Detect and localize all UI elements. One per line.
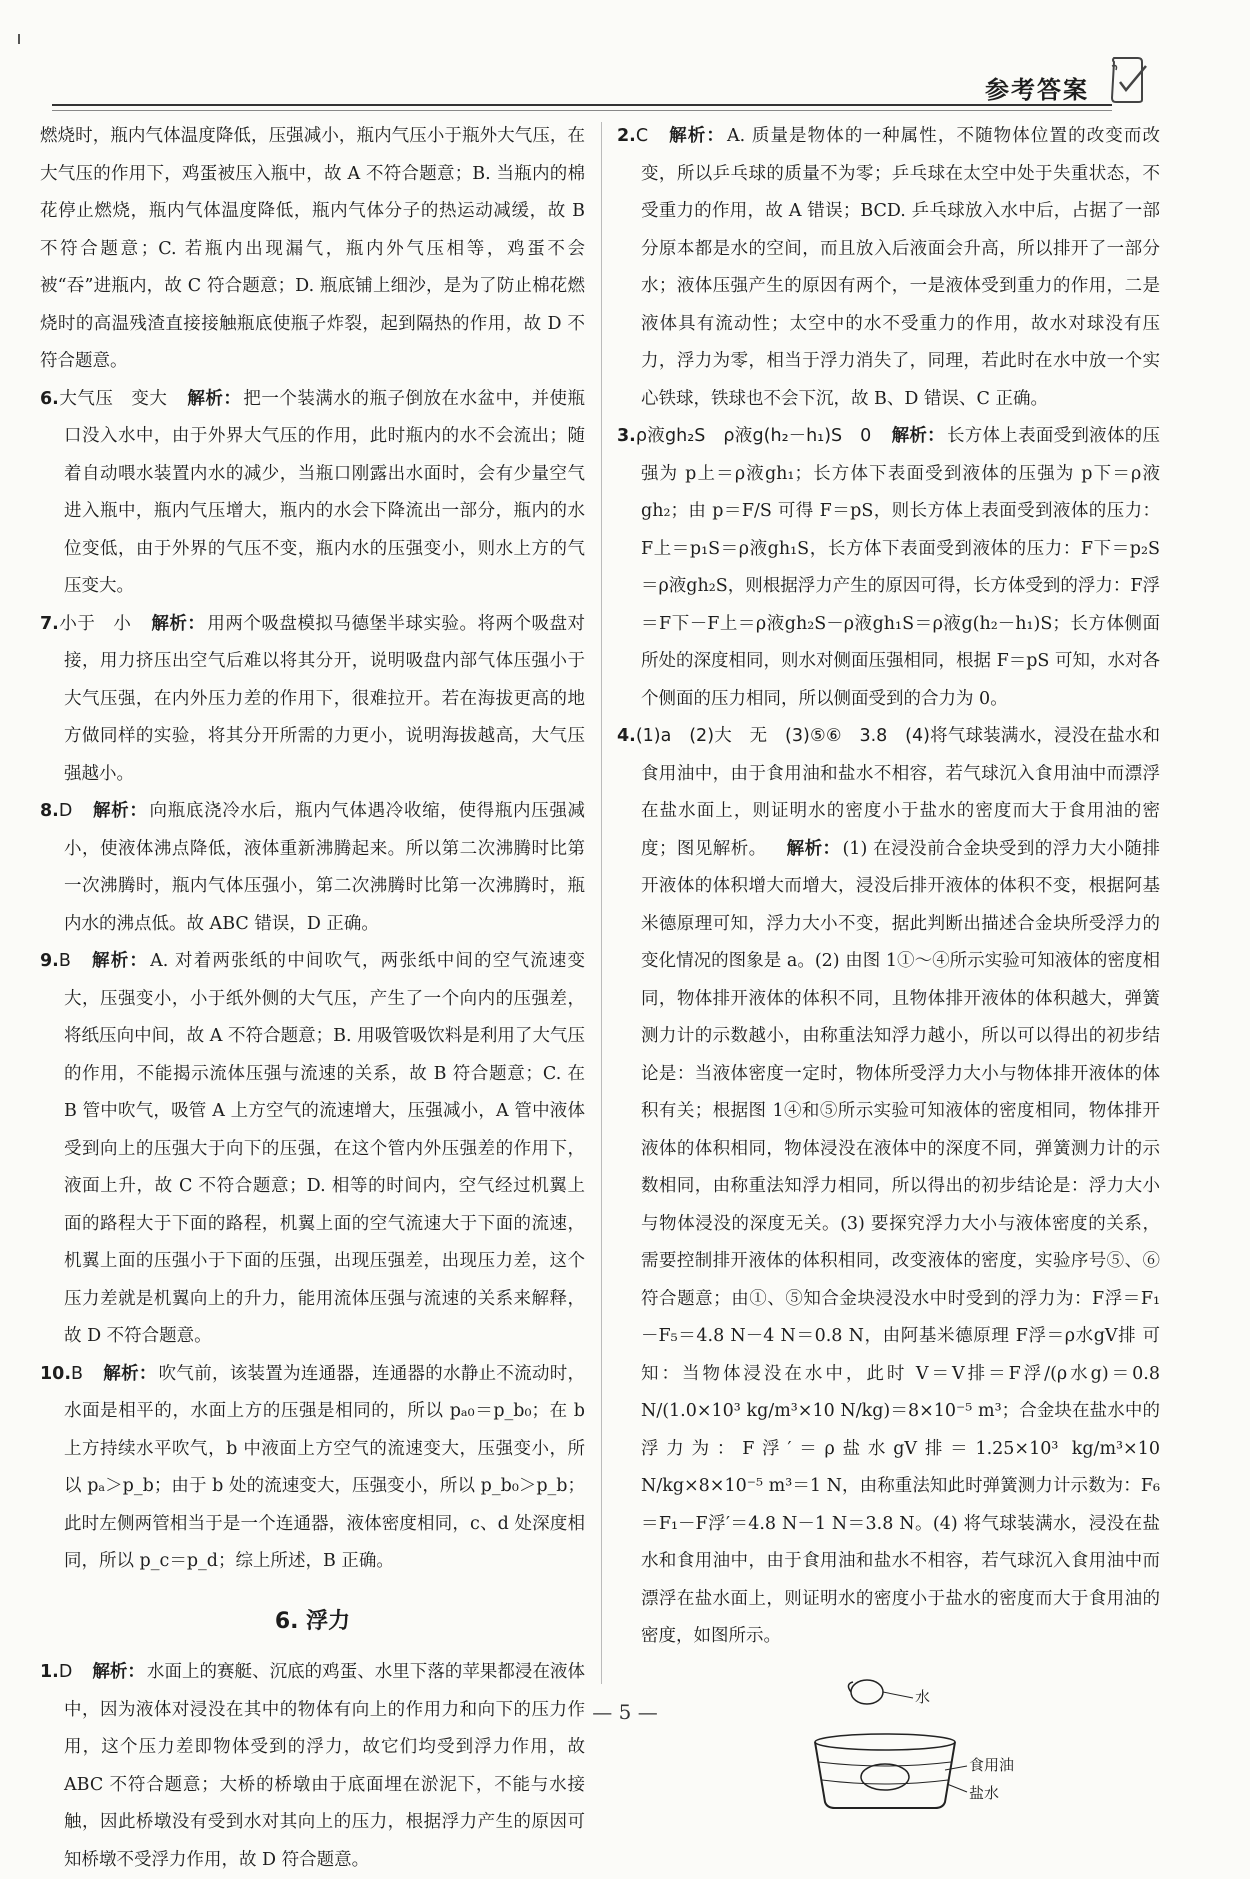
- item-answer: 大气压 变大: [58, 388, 168, 409]
- item-number: 4.: [617, 726, 636, 746]
- item-answer: D: [58, 1662, 73, 1682]
- header-rule-thin: [52, 110, 1112, 111]
- answer-item-6: [40, 381, 585, 606]
- analysis-text: 向瓶底浇冷水后，瓶内气体遇冷收缩，使得瓶内压强减小，使液体沸点降低，液体重新沸腾起来。所以第二次沸腾时比第一次沸腾时，瓶内气体压强小，第二次沸腾时比第一次沸腾时，瓶内水的沸点低。故 ABC 错误，D 正确。: [64, 801, 586, 934]
- analysis-text: 长方体上表面受到液体的压强为 p上＝ρ液gh₁；长方体下表面受到液体的压强为 p下＝ρ液gh₂；由 p＝F/S 可得 F＝pS，则长方体上表面受到液体的压力：F上＝p₁S＝ρ液gh₁S，长方体下表面受到液体的压力：F下＝p₂S＝ρ液gh₂S，则根据浮力产生的原因可得，长方体受到的浮力：F浮＝F下－F上＝ρ液gh₂S－ρ液gh₁S＝ρ液g(h₂－h₁)S；长方体侧面所处的深度相同，则水对侧面压强相同，根据 F＝pS 可知，水对各个侧面的压力相同，所以侧面受到的合力为 0。: [641, 426, 1161, 709]
- item-answer: (1)a (2)大 无 (3)⑤⑥ 3.8 (4)将气球装满水，浸没在盐水和食用油中，由于食用油和盐水不相容，若气球沉入食用油中而漂浮在盐水面上，则证明水的密度小于盐水的密度而大于食用油的密度；图见解析。: [635, 726, 1160, 859]
- analysis-label: 解析：: [786, 838, 841, 859]
- answer-item-8: [40, 793, 585, 943]
- item-answer: B: [58, 951, 71, 971]
- analysis-text: 吹气前，该装置为连通器，连通器的水静止不流动时，水面是相平的，水面上方的压强是相同的，所以 pₐ₀＝p_b₀；在 b 上方持续水平吹气，b 中液面上方空气的流速变大，压强变小，所以 pₐ＞p_b；由于 b 处的流速变大，压强变小，所以 p_b₀＞p_b；此时左侧两管相当于是一个连通器，液体密度相同，c、d 处深度相同，所以 p_c＝p_d；综上所述，B 正确。: [64, 1363, 586, 1571]
- analysis-label: 解析：: [151, 613, 206, 634]
- notepad-check-icon: [1108, 56, 1150, 104]
- analysis-text: A. 对着两张纸的中间吹气，两张纸中间的空气流速变大，压强变小，小于纸外侧的大气压，产生了一个向内的压强差，将纸压向中间，故 A 不符合题意；B. 用吸管吸饮料是利用了大气压的作用，不能揭示流体压强与流速的关系，故 B 符合题意；C. 在 B 管中吹气，吸管 A 上方空气的流速增大，压强减小，A 管中液体受到向上的压强大于向下的压强，在这个管内外压强差的作用下，液面上升，故 C 不符合题意；D. 相等的时间内，空气经过机翼上面的路程大于下面的路程，机翼上面的空气流速大于下面的流速，机翼上面的压强小于下面的压强，出现压强差，出现压力差，这个压力差就是机翼向上的升力，能用流体压强与流速的关系来解释，故 D 不符合题意。: [64, 951, 586, 1346]
- column-divider: [601, 122, 602, 1684]
- item-answer: ρ液gh₂S ρ液g(h₂－h₁)S 0: [635, 426, 872, 446]
- balloon-in-oil-and-brine-figure: [795, 1662, 1015, 1812]
- item-number: 7.: [40, 613, 59, 634]
- analysis-text: 水面上的赛艇、沉底的鸡蛋、水里下落的苹果都浸在液体中，因为液体对浸没在其中的物体有向上的作用力和向下的压力作用，这个压力差即物体受到的浮力，故它们均受到浮力作用，故 ABC 不符合题意；大桥的桥墩由于底面埋在淤泥下，不能与水接触，因此桥墩没有受到水对其向上的压力，根据浮力产生的原因可知桥墩不受浮力作用，故 D 符合题意。: [64, 1662, 586, 1870]
- analysis-text: A. 质量是物体的一种属性，不随物体位置的改变而改变，所以乒乓球的质量不为零；乒乓球在太空中处于失重状态，不受重力的作用，故 A 错误；BCD. 乒乓球放入水中后，占据了一部分原本都是水的空间，而且放入后液面会升高，所以排开了一部分水；液体压强产生的原因有两个，一是液体受到重力的作用，二是液体具有流动性；太空中的水不受重力的作用，故水对球没有压力，浮力为零，相当于浮力消失了，同理，若此时在水中放一个实心铁球，铁球也不会下沉，故 B、D 错误、C 正确。: [641, 126, 1161, 409]
- header-title: 参考答案: [985, 76, 1089, 104]
- analysis-label: 解析：: [90, 951, 149, 971]
- answer-item-4: [617, 718, 1160, 1656]
- item-answer: D: [58, 801, 73, 821]
- item-answer: B: [71, 1363, 84, 1384]
- right-column: [617, 118, 1160, 1812]
- label-water: 水: [915, 1687, 931, 1706]
- label-oil: 食用油: [969, 1755, 1015, 1774]
- answer-item-7: [40, 606, 585, 794]
- item-number: 10.: [40, 1363, 72, 1384]
- item-number: 8.: [40, 801, 59, 821]
- item-answer: C: [635, 126, 649, 146]
- corner-mark: [18, 34, 20, 44]
- answer-text-continued: 燃烧时，瓶内气体温度降低，压强减小，瓶内气压小于瓶外大气压，在大气压的作用下，鸡蛋被压入瓶中，故 A 不符合题意；B. 当瓶内的棉花停止燃烧，瓶内气体温度降低，瓶内气体分子的热运动减缓，故 B 不符合题意；C. 若瓶内出现漏气，瓶内外气压相等，鸡蛋不会被“吞”进瓶内，故 C 符合题意；D. 瓶底铺上细沙，是为了防止棉花燃烧时的高温残渣直接接触瓶底使瓶子炸裂，起到隔热的作用，故 D 不符合题意。: [40, 126, 585, 371]
- analysis-label: 解析：: [92, 1662, 145, 1682]
- answer-item-3: [617, 418, 1160, 718]
- item-number: 2.: [617, 126, 636, 146]
- analysis-label: 解析：: [103, 1363, 157, 1384]
- answer-item-1: [40, 1654, 585, 1879]
- section-title: 6. 浮力: [274, 1608, 351, 1634]
- item-number: 1.: [40, 1662, 59, 1682]
- page-number: — 5 —: [592, 1700, 658, 1724]
- answer-item-2: [617, 118, 1160, 418]
- analysis-label: 解析：: [891, 426, 945, 446]
- item-number: 3.: [617, 426, 636, 446]
- analysis-text: 用两个吸盘模拟马德堡半球实验。将两个吸盘对接，用力挤压出空气后难以将其分开，说明吸盘内部气体压强小于大气压强，在内外压力差的作用下，很难拉开。若在海拔更高的地方做同样的实验，将其分开所需的力更小，说明海拔越高，大气压强越小。: [64, 613, 586, 784]
- answer-item-9: [40, 943, 585, 1356]
- analysis-label: 解析：: [92, 801, 148, 821]
- answer-item-10: [40, 1356, 585, 1581]
- analysis-text: 把一个装满水的瓶子倒放在水盆中，并使瓶口没入水中，由于外界大气压的作用，此时瓶内的水不会流出；随着自动喂水装置内水的减少，当瓶口刚露出水面时，会有少量空气进入瓶中，瓶内气压增大，瓶内的水会下降流出一部分，瓶内的水位变低，由于外界的气压不变，瓶内水的压强变小，则水上方的气压变大。: [64, 388, 586, 596]
- item-number: 9.: [40, 951, 59, 971]
- left-column: [40, 118, 585, 1879]
- item-answer: 小于 小: [58, 613, 132, 634]
- analysis-label: 解析：: [187, 388, 242, 409]
- item-number: 6.: [40, 388, 59, 409]
- label-brine: 盐水: [969, 1783, 1000, 1802]
- header-rule: [52, 104, 1112, 106]
- analysis-text: (1) 在浸没前合金块受到的浮力大小随排开液体的体积增大而增大，浸没后排开液体的体积不变，根据阿基米德原理可知，浮力大小不变，据此判断出描述合金块所受浮力的变化情况的图象是 a。(2) 由图 1①～④所示实验可知液体的密度相同，物体排开液体的体积不同，且物体排开液体的体积越大，弹簧测力计的示数越小，由称重法知浮力越小，所以可以得出的初步结论是：当液体密度一定时，物体所受浮力大小与物体排开液体的体积有关；根据图 1④和⑤所示实验可知液体的密度相同，物体排开液体的体积相同，物体浸没在液体中的深度不同，弹簧测力计的示数相同，由称重法知浮力相同，所以得出的初步结论是：浮力大小与物体浸没的深度无关。(3) 要探究浮力大小与液体密度的关系，需要控制排开液体的体积相同，改变液体的密度，实验序号⑤、⑥符合题意；由①、⑤知合金块浸没水中时受到的浮力为：F浮＝F₁－F₅＝4.8 N－4 N＝0.8 N，由阿基米德原理 F浮＝ρ水gV排 可知：当物体浸没在水中，此时 V＝V排＝F浮/(ρ水g)＝0.8 N/(1.0×10³ kg/m³×10 N/kg)＝8×10⁻⁵ m³；合金块在盐水中的浮力为：F浮′＝ρ盐水gV排＝1.25×10³ kg/m³×10 N/kg×8×10⁻⁵ m³＝1 N，由称重法知此时弹簧测力计示数为：F₆＝F₁－F浮′＝4.8 N－1 N＝3.8 N。(4) 将气球装满水，浸没在盐水和食用油中，由于食用油和盐水不相容，若气球沉入食用油中而漂浮在盐水面上，则证明水的密度小于盐水的密度而大于食用油的密度，如图所示。: [641, 838, 1160, 1646]
- analysis-label: 解析：: [668, 126, 725, 146]
